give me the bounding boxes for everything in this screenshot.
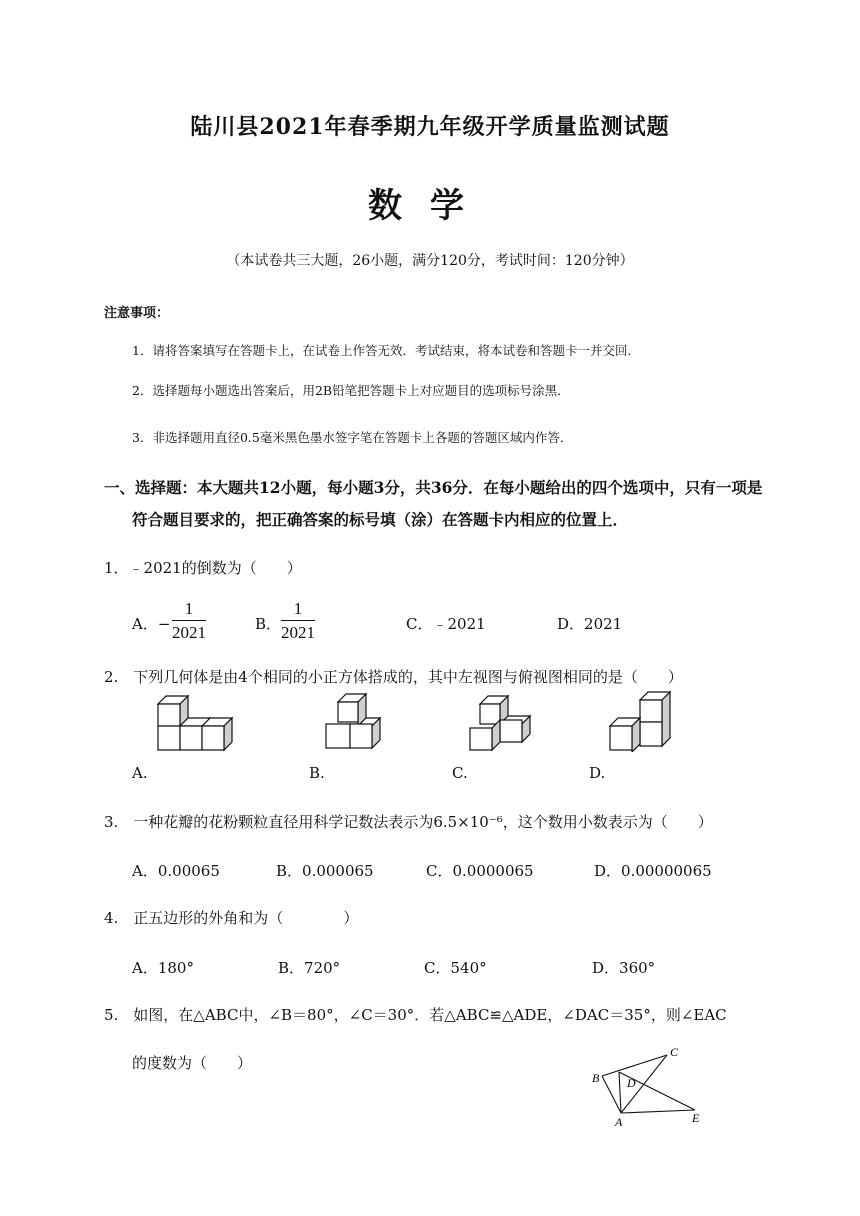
q1-option-a-denominator: 2021 [172, 623, 206, 642]
q2-option-b: B. [309, 764, 325, 782]
q2-figure-b [320, 690, 400, 752]
exam-title: 陆川县2021年春季期九年级开学质量监测试题 [190, 114, 670, 140]
section-heading-line1: 一、选择题：本大题共12小题，每小题3分，共36分．在每小题给出的四个选项中，只有一项是 [104, 478, 763, 497]
question-4-stem: 4. 正五边形的外角和为（ ） [104, 909, 359, 927]
q1-option-a-numerator: 1 [172, 599, 206, 621]
q5-label-c: C [670, 1045, 679, 1059]
notes-heading: 注意事项： [104, 306, 170, 321]
q5-label-a: A [615, 1115, 623, 1129]
q1-option-a-fraction [172, 599, 206, 643]
question-5-stem-continued: 的度数为（ ） [132, 1054, 253, 1072]
q3-option-c: C．0.0000065 [426, 862, 534, 880]
q3-option-d: D．0.00000065 [594, 862, 712, 880]
q3-option-b: B．0.000065 [276, 862, 374, 880]
q1-option-b-fraction [281, 599, 315, 643]
q5-triangle-figure [586, 1040, 716, 1132]
q2-option-d: D. [589, 764, 606, 782]
q1-option-b-denominator: 2021 [281, 623, 315, 642]
q4-option-b: B．720° [278, 959, 341, 977]
q1-option-b-label: B． [255, 615, 282, 633]
note-3: 3．非选择题用直径0.5毫米黑色墨水签字笔在答题卡上各题的答题区域内作答． [132, 430, 573, 445]
q5-label-e: E [692, 1111, 700, 1125]
q2-option-c: C. [452, 764, 468, 782]
q2-figure-d [604, 690, 684, 752]
q2-figure-a [150, 690, 250, 752]
question-5-stem: 5. 如图，在△ABC中，∠B＝80°，∠C＝30°．若△ABC≌△ADE，∠DAC＝35°，则∠EAC [104, 1006, 727, 1024]
question-2-stem: 2. 下列几何体是由4个相同的小正方体搭成的，其中左视图与俯视图相同的是（ ） [104, 668, 683, 686]
q4-option-a: A．180° [132, 959, 194, 977]
question-1-stem: 1．﹣2021的倒数为（ ） [104, 559, 302, 577]
q5-label-d: D [627, 1076, 636, 1090]
q1-option-b-numerator: 1 [281, 599, 315, 621]
q1-option-d: D．2021 [557, 615, 623, 633]
question-3-stem: 3. 一种花瓣的花粉颗粒直径用科学记数法表示为6.5×10⁻⁶，这个数用小数表示为（ ） [104, 813, 713, 831]
q3-option-a: A．0.00065 [132, 862, 220, 880]
subject-title: 数学 [368, 186, 492, 226]
q1-option-a-label: A．− [132, 615, 171, 633]
q2-option-a: A. [132, 764, 148, 782]
q4-option-c: C．540° [424, 959, 487, 977]
q5-label-b: B [592, 1071, 600, 1085]
exam-info: （本试卷共三大题，26小题，满分120分，考试时间：120分钟） [226, 253, 634, 269]
note-1: 1．请将答案填写在答题卡上，在试卷上作答无效．考试结束，将本试卷和答题卡一并交回． [132, 343, 640, 358]
q1-option-c: C．﹣2021 [406, 615, 486, 633]
q2-figure-c [464, 690, 544, 752]
q4-option-d: D．360° [592, 959, 656, 977]
section-heading-line2: 符合题目要求的，把正确答案的标号填（涂）在答题卡内相应的位置上． [132, 510, 629, 529]
note-2: 2．选择题每小题选出答案后，用2B铅笔把答题卡上对应题目的选项标号涂黑． [132, 383, 570, 398]
